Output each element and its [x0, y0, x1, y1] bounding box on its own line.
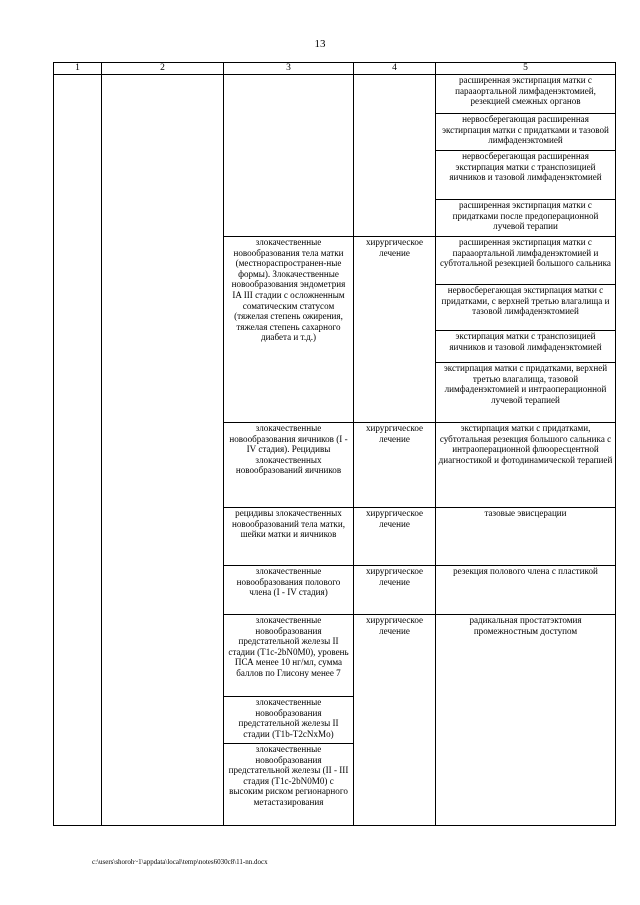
- treatment-cell: хирургическое лечение: [354, 566, 436, 615]
- treatment-cell: хирургическое лечение: [354, 237, 436, 423]
- diagnosis-cell: злокачественные новообразования тела матки (местнораспространен-ные формы). Злокачественные новообразования эндометрия IA III стадии с осложненным соматическим статусом (тяжелая степень ожирения, тяжелая степень сахарного диабета и т.д.): [224, 237, 354, 423]
- col-header-5: 5: [436, 63, 616, 75]
- cell-col1: [54, 75, 102, 826]
- method-cell: расширенная экстирпация матки с парааортальной лимфаденэктомией, резекцией смежных органов: [436, 75, 616, 114]
- method-cell: экстирпация матки с придатками, верхней третью влагалища, тазовой лимфаденэктомией и интраоперационной лучевой терапией: [436, 363, 616, 423]
- diagnosis-cell: злокачественные новообразования предстательной железы II стадии (T1c-2bN0M0), уровень ПСА менее 10 нг/мл, сумма баллов по Глисону менее 7: [224, 615, 354, 697]
- method-cell: расширенная экстирпация матки с придатками после предоперационной лучевой терапии: [436, 200, 616, 237]
- file-path-footer: c:\users\shoroh~1\appdata\local\temp\notes6030c8\11-nn.docx: [92, 858, 268, 866]
- cell-treatment-empty: [354, 75, 436, 237]
- method-cell: тазовые эвисцерации: [436, 508, 616, 566]
- procedures-table: [53, 62, 616, 826]
- table-row: [54, 75, 616, 114]
- diagnosis-cell: рецидивы злокачественных новообразований тела матки, шейки матки и яичников: [224, 508, 354, 566]
- method-cell: резекция полового члена с пластикой: [436, 566, 616, 615]
- col-header-3: 3: [224, 63, 354, 75]
- cell-col2: [102, 75, 224, 826]
- diagnosis-cell: злокачественные новообразования предстательной железы II стадии (T1b-T2cNxMo): [224, 697, 354, 744]
- col-header-2: 2: [102, 63, 224, 75]
- method-cell: нервосберегающая расширенная экстирпация матки с транспозицией яичников и тазовой лимфаденэктомией: [436, 151, 616, 200]
- method-cell: экстирпация матки с придатками, субтотальная резекция большого сальника с интраоперационной флюоресцентной диагностикой и фотодинамической терапией: [436, 423, 616, 508]
- method-cell: нервосберегающая расширенная экстирпация матки с придатками и тазовой лимфаденэктомией: [436, 114, 616, 151]
- method-cell: расширенная экстирпация матки с парааортальной лимфаденэктомией и субтотальной резекцией большого сальника: [436, 237, 616, 285]
- method-cell: экстирпация матки с транспозицией яичников и тазовой лимфаденэктомией: [436, 331, 616, 363]
- treatment-cell: хирургическое лечение: [354, 423, 436, 508]
- diagnosis-cell: злокачественные новообразования полового члена (I - IV стадия): [224, 566, 354, 615]
- header-row: [54, 63, 616, 75]
- col-header-4: 4: [354, 63, 436, 75]
- page-number: 13: [314, 38, 326, 50]
- method-cell: нервосберегающая экстирпация матки с придатками, с верхней третью влагалища и тазовой лимфаденэктомией: [436, 285, 616, 331]
- treatment-cell: хирургическое лечение: [354, 615, 436, 826]
- method-cell: радикальная простатэктомия промежностным доступом: [436, 615, 616, 826]
- treatment-cell: хирургическое лечение: [354, 508, 436, 566]
- cell-diagnosis-empty: [224, 75, 354, 237]
- diagnosis-cell: злокачественные новообразования яичников (I - IV стадия). Рецидивы злокачественных новообразований яичников: [224, 423, 354, 508]
- diagnosis-cell: злокачественные новообразования предстательной железы (II - III стадия (T1c-2bN0M0) с высоким риском регионарного метастазирования: [224, 744, 354, 826]
- col-header-1: 1: [54, 63, 102, 75]
